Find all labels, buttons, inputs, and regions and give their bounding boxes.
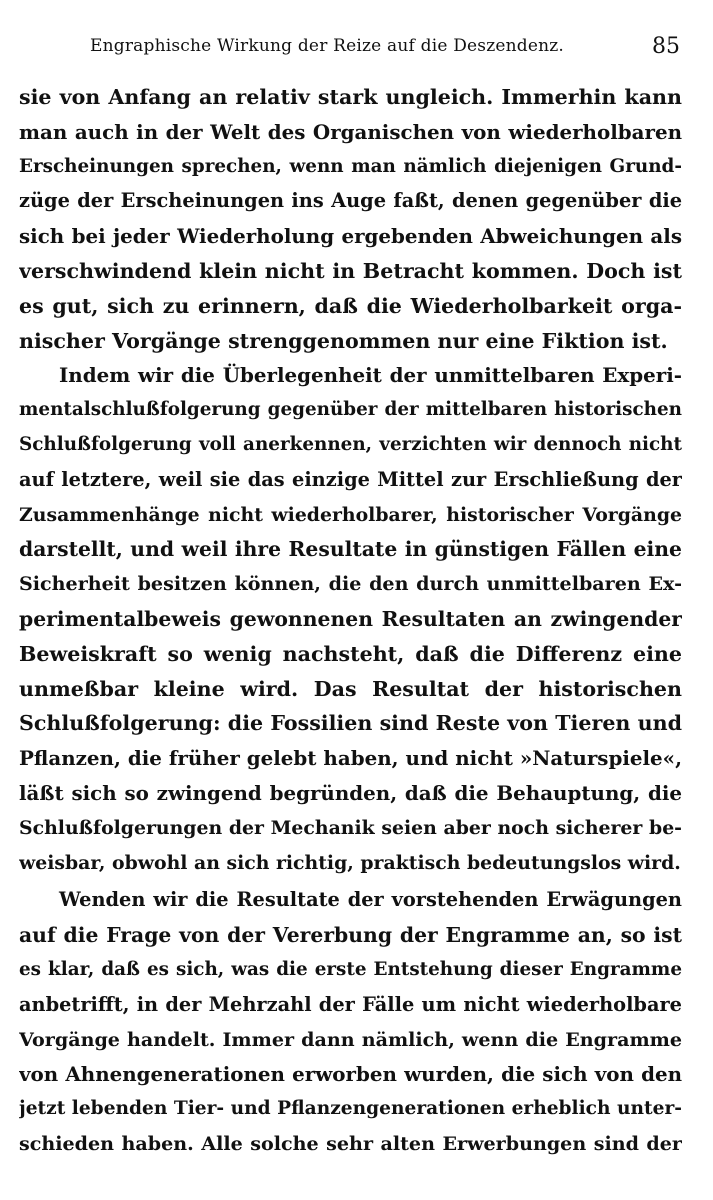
text-line: sich bei jeder Wiederholung ergebenden Abweichungen als [19, 224, 682, 249]
text-line: sie von Anfang an relativ stark ungleich. Immerhin kann [19, 85, 682, 109]
text-line: schieden haben. Alle solche sehr alten Erwerbungen sind der [19, 1131, 682, 1155]
text-line: weisbar, obwohl an sich richtig, praktisch bedeutungslos wird. [19, 851, 681, 874]
text-line: läßt sich so zwingend begründen, daß die Behauptung, die [19, 780, 682, 805]
text-line: Schlußfolgerung voll anerkennen, verzichten wir dennoch nicht [19, 433, 682, 455]
text-line: Vorgänge handelt. Immer dann nämlich, wenn die Engramme [19, 1027, 682, 1051]
text-line: Wenden wir die Resultate der vorstehenden Erwägungen [59, 888, 682, 912]
running-head [0, 34, 713, 64]
text-line: perimentalbeweis gewonnenen Resultaten an zwingender [19, 606, 682, 631]
text-line: Zusammenhänge nicht wiederholbarer, historischer Vorgänge [19, 503, 682, 526]
text-line: verschwindend klein nicht in Betracht kommen. Doch ist [19, 258, 682, 283]
text-line: anbetrifft, in der Mehrzahl der Fälle um nicht wiederholbare [19, 992, 682, 1016]
running-title: Engraphische Wirkung der Reize auf die Deszendenz. [90, 36, 565, 56]
text-line: Sicherheit besitzen können, die den durch unmittelbaren Ex- [19, 572, 682, 596]
page-number: 85 [652, 34, 680, 59]
text-line: nischer Vorgänge strenggenommen nur eine Fiktion ist. [19, 328, 668, 353]
body-text [19, 80, 682, 1162]
text-line: Schlußfolgerungen der Mechanik seien aber noch sicherer be- [19, 816, 682, 839]
text-line: auf letztere, weil sie das einzige Mittel zur Erschließung der [19, 467, 682, 491]
text-line: man auch in der Welt des Organischen von wiederholbaren [19, 119, 682, 144]
text-line: Schlußfolgerung: die Fossilien sind Reste von Tieren und [19, 711, 682, 736]
text-line: es gut, sich zu erinnern, daß die Wiederholbarkeit orga- [19, 293, 682, 318]
text-line: auf die Frage von der Vererbung der Engramme an, so ist [19, 923, 682, 948]
text-line: es klar, daß es sich, was die erste Entstehung dieser Engramme [19, 958, 682, 980]
text-line: Pflanzen, die früher gelebt haben, und nicht »Naturspiele«, [19, 746, 682, 771]
text-line: unmeßbar kleine wird. Das Resultat der historischen [19, 676, 682, 701]
text-line: züge der Erscheinungen ins Auge faßt, denen gegenüber die [19, 189, 682, 213]
text-line: darstellt, und weil ihre Resultate in günstigen Fällen eine [19, 537, 682, 562]
text-line: von Ahnengenerationen erworben wurden, die sich von den [19, 1062, 682, 1087]
text-line: Indem wir die Überlegenheit der unmittelbaren Experi- [59, 363, 682, 388]
text-line: Beweiskraft so wenig nachsteht, daß die Differenz eine [19, 641, 682, 666]
text-line: mentalschlußfolgerung gegenüber der mittelbaren historischen [19, 399, 682, 421]
text-line: Erscheinungen sprechen, wenn man nämlich diejenigen Grund- [19, 155, 682, 177]
text-line: jetzt lebenden Tier- und Pflanzengenerationen erheblich unter- [19, 1098, 682, 1120]
